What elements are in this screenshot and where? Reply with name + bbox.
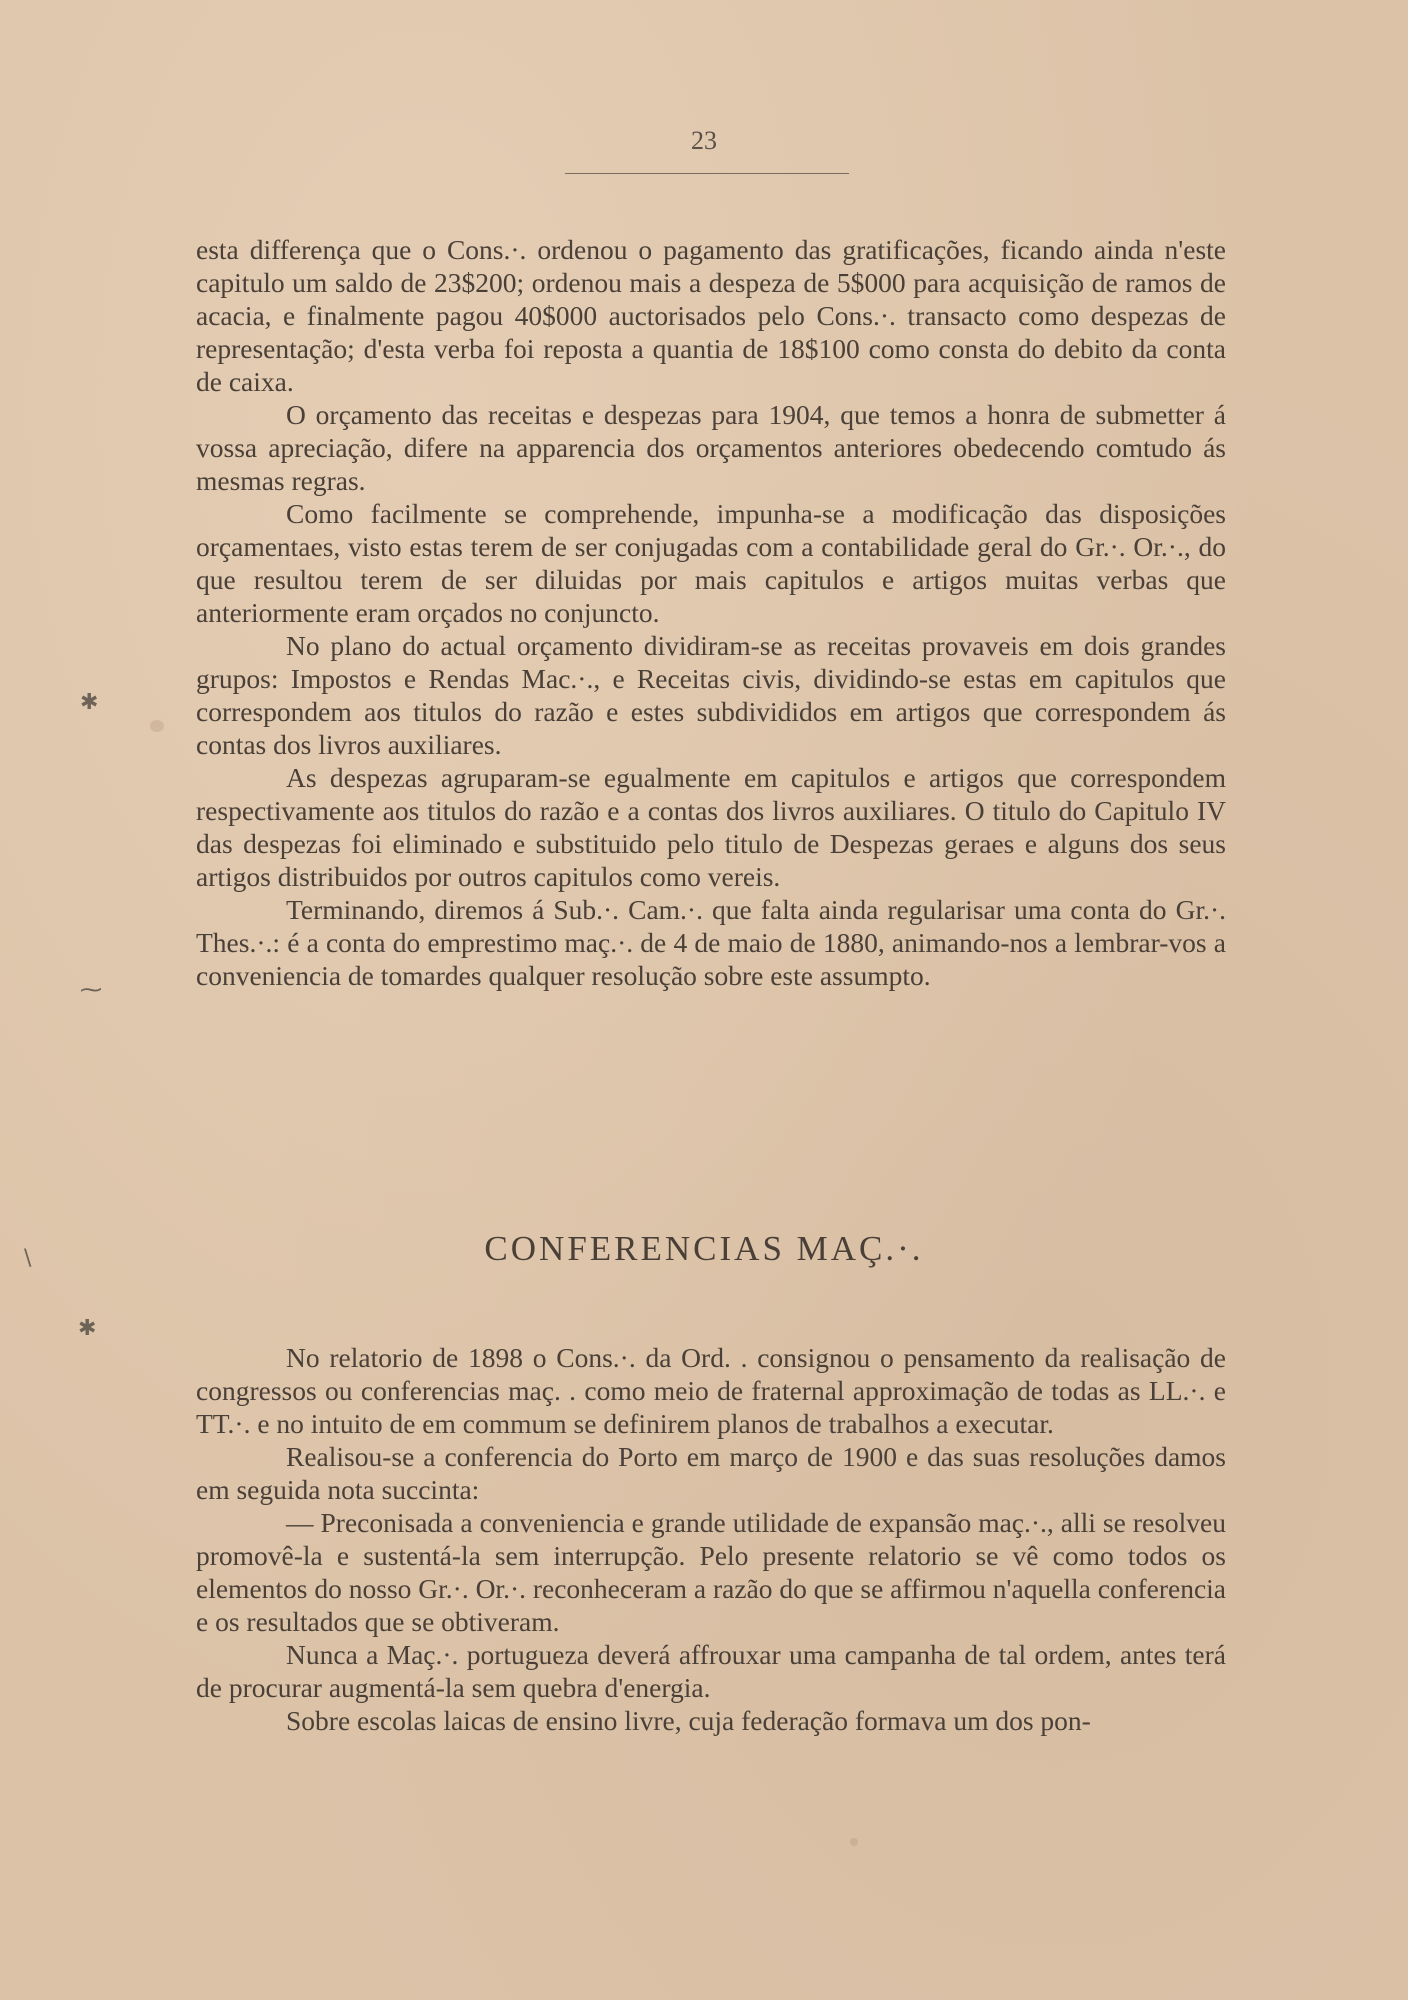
paragraph: esta differença que o Cons.·. ordenou o pagamento das gratificações, ficando ainda n'este capitulo um saldo de 23$200; ordenou mais a despeza de 5$000 para acquisição de ramos de acacia, e finalmente pagou 40$000 auctorisados pelo Cons.·. transacto como despezas de representação; d'esta verba foi reposta a quantia de 18$100 como consta do debito da conta de caixa.	[196, 234, 1226, 397]
paragraph: Sobre escolas laicas de ensino livre, cuja federação formava um dos pon-	[286, 1705, 1091, 1736]
paragraph: Como facilmente se comprehende, impunha-se a modificação das disposições orçamentaes, visto estas terem de ser conjugadas com a contabilidade geral do Gr.·. Or.·., do que resultou terem de ser diluidas por mais capitulos e artigos muitas verbas que anteriormente eram orçados no conjuncto.	[196, 498, 1226, 628]
paragraph: No plano do actual orçamento dividiram-se as receitas provaveis em dois grandes grupos: Impostos e Rendas Mac.·., e Receitas civis, dividindo-se estas em capitulos que correspondem aos titulos do razão e estes subdivididos em artigos que correspondem ás contas dos livros auxiliares.	[196, 630, 1226, 760]
header-rule	[565, 173, 849, 174]
paragraph: O orçamento das receitas e despezas para 1904, que temos a honra de submetter á vossa apreciação, difere na apparencia dos orçamentos anteriores obedecendo comtudo ás mesmas regras.	[196, 399, 1226, 496]
paragraph: As despezas agruparam-se egualmente em capitulos e artigos que correspondem respectivamente aos titulos do razão e a contas dos livros auxiliares. O titulo do Capitulo IV das despezas foi eliminado e substituido pelo titulo de Despezas geraes e alguns dos seus artigos distribuidos por outros capitulos como vereis.	[196, 762, 1226, 892]
paper-stain	[850, 1838, 858, 1846]
paragraph: No relatorio de 1898 o Cons.·. da Ord. . consignou o pensamento da realisação de congressos ou conferencias maç. . como meio de fraternal approximação de todas as LL.·. e TT.·. e no intuito de em commum se definirem planos de trabalhos a executar.	[196, 1342, 1226, 1439]
margin-mark: ✱	[78, 1316, 97, 1341]
body-text-top	[196, 233, 1226, 992]
margin-mark: \	[24, 1246, 32, 1271]
paragraph: Nunca a Maç.·. portugueza deverá affrouxar uma campanha de tal ordem, antes terá de procurar augmentá-la sem quebra d'energia.	[196, 1639, 1226, 1703]
margin-mark: ⁓	[80, 978, 102, 1003]
section-heading: CONFERENCIAS MAÇ.·.	[484, 1229, 924, 1268]
page-number: 23	[691, 126, 717, 155]
margin-mark: ✱	[80, 690, 99, 715]
paragraph: Realisou-se a conferencia do Porto em março de 1900 e das suas resoluções damos em seguida nota succinta:	[196, 1441, 1226, 1505]
paper-stain	[150, 720, 164, 732]
paragraph: Terminando, diremos á Sub.·. Cam.·. que falta ainda regularisar uma conta do Gr.·. Thes.·.: é a conta do emprestimo maç.·. de 4 de maio de 1880, animando-nos a lembrar-vos a conveniencia de tomardes qualquer resolução sobre este assumpto.	[196, 894, 1226, 991]
body-text-bottom	[196, 1341, 1226, 1737]
paragraph: — Preconisada a conveniencia e grande utilidade de expansão maç.·., alli se resolveu promovê-la e sustentá-la sem interrupção. Pelo presente relatorio se vê como todos os elementos do nosso Gr.·. Or.·. reconheceram a razão do que se affirmou n'aquella conferencia e os resultados que se obtiveram.	[196, 1507, 1226, 1637]
